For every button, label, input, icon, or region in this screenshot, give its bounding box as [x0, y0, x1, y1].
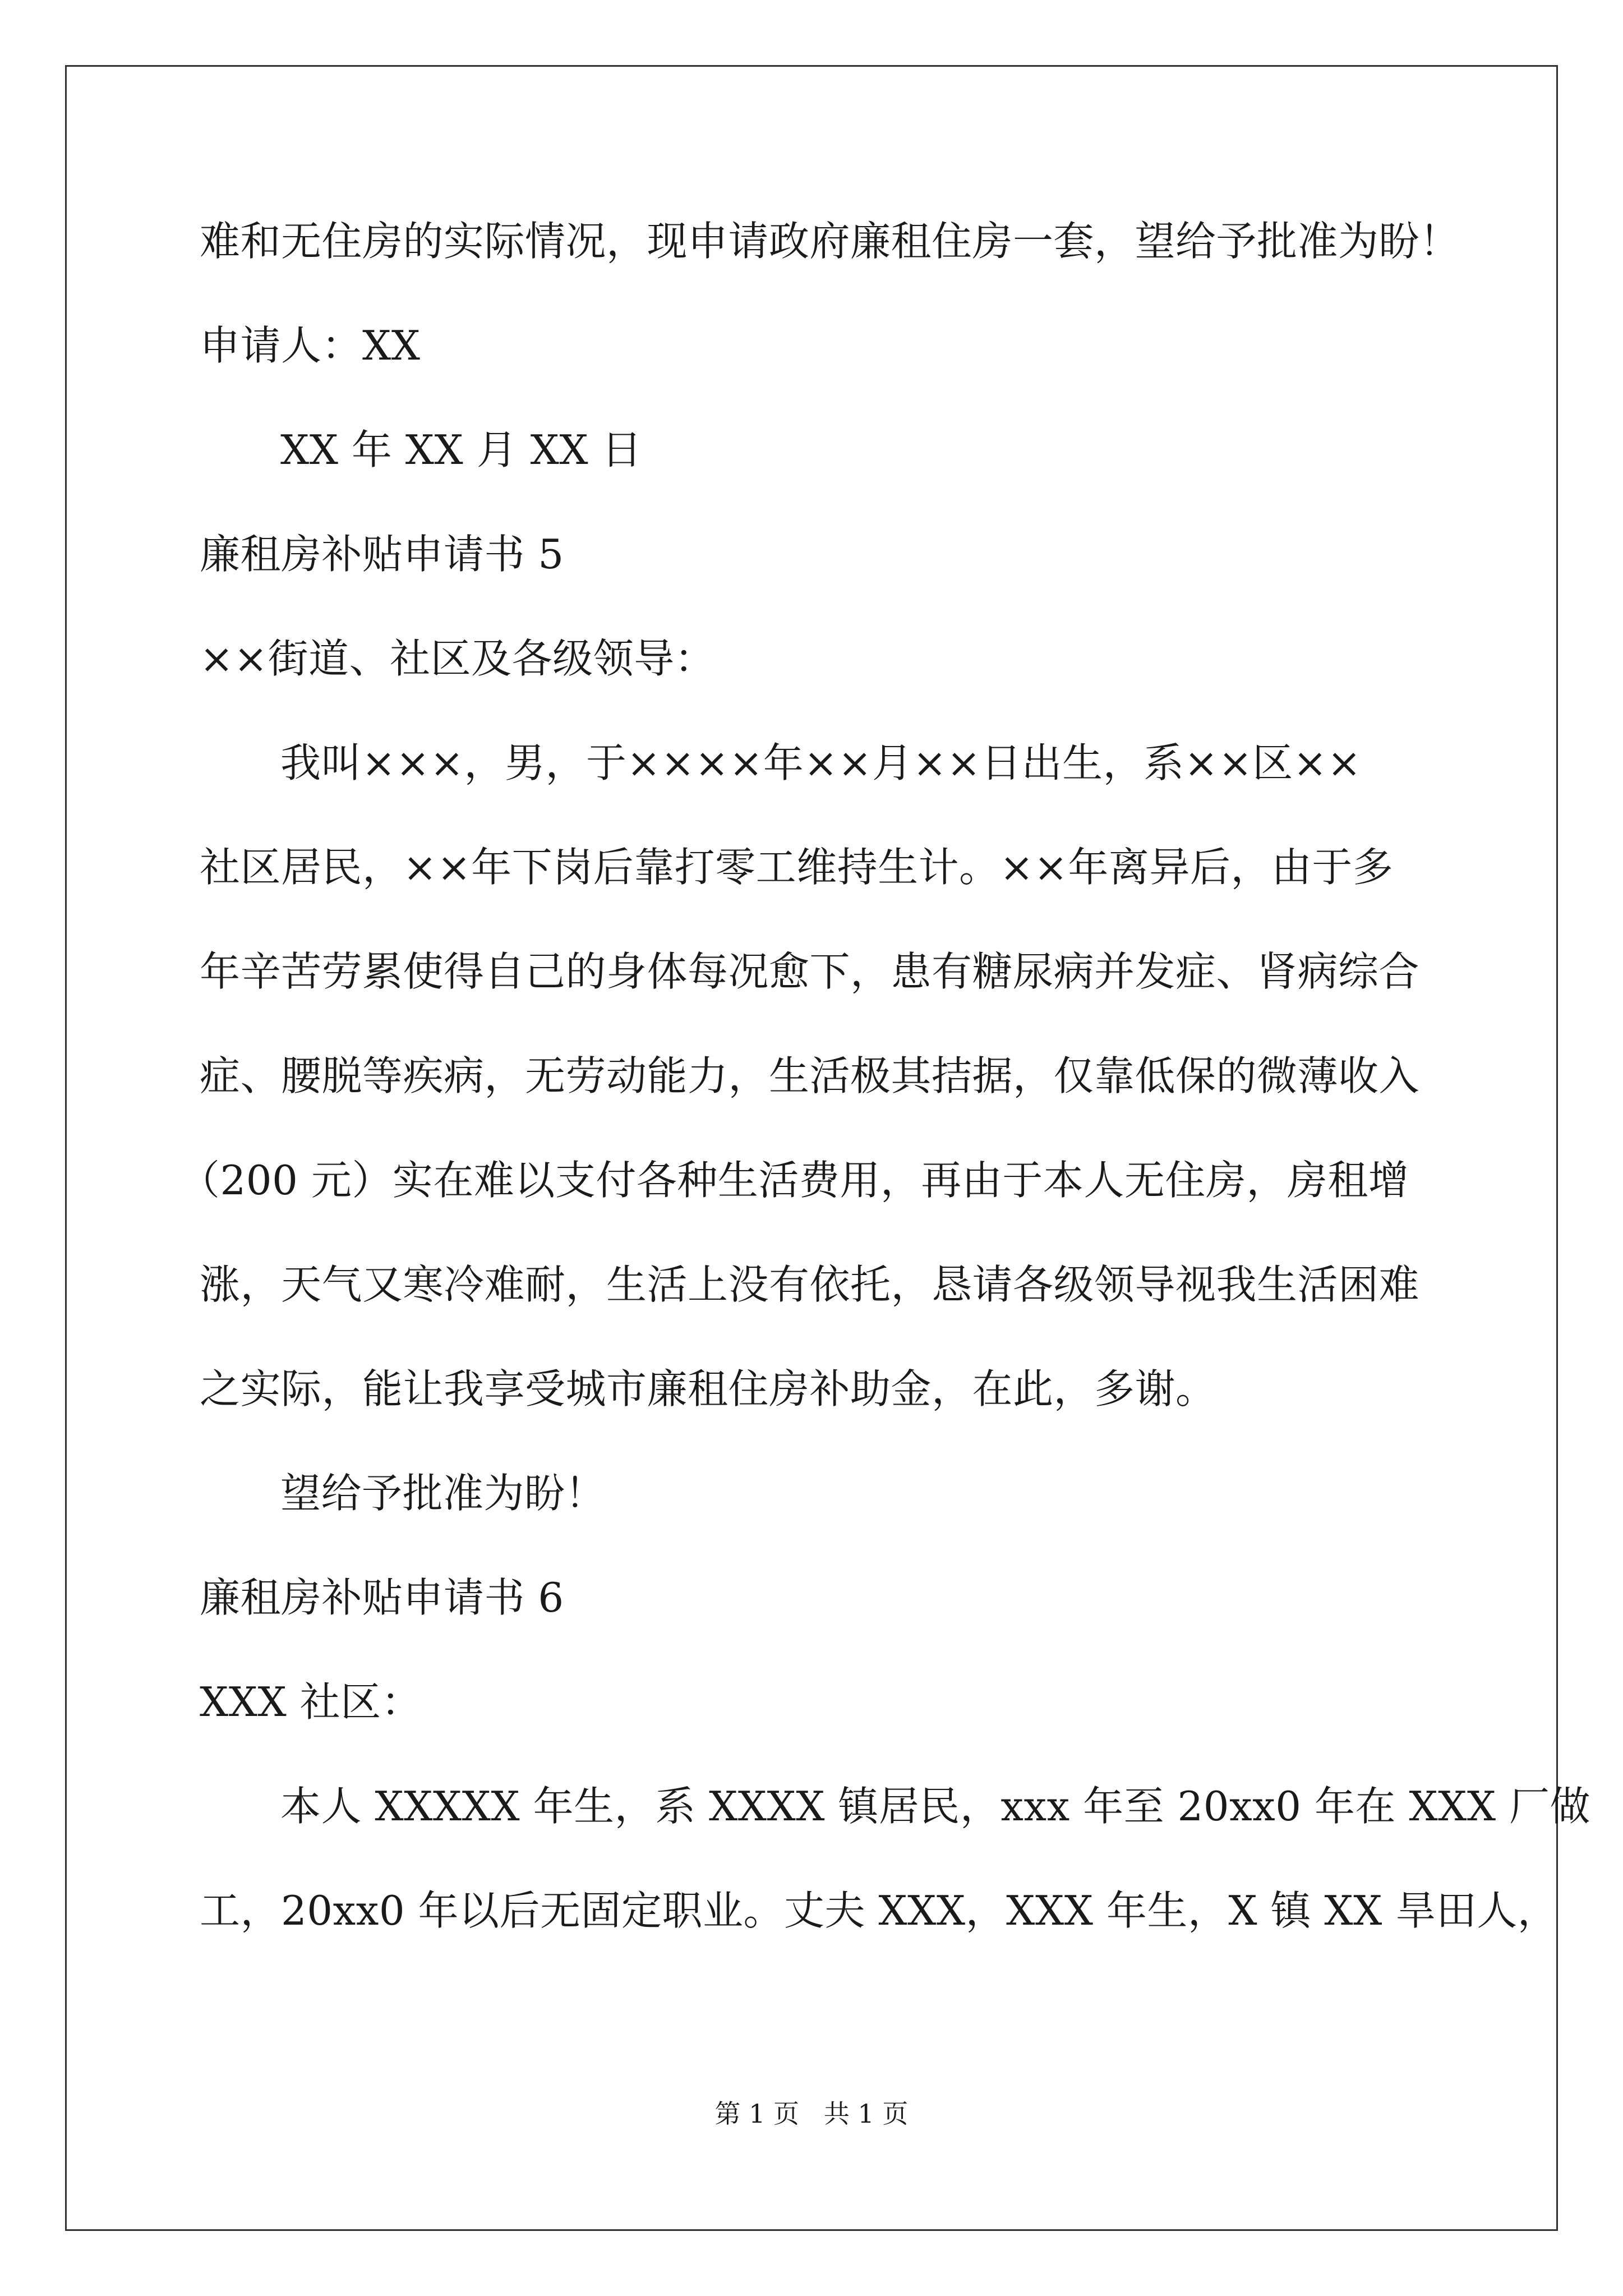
paragraph-line: 年辛苦劳累使得自己的身体每况愈下，患有糖尿病并发症、肾病综合 [200, 948, 1420, 995]
paragraph-line: 症、腰脱等疾病，无劳动能力，生活极其拮据，仅靠低保的微薄收入 [200, 1052, 1420, 1099]
section-heading-5: 廉租房补贴申请书 5 [200, 531, 564, 578]
salutation: ××街道、社区及各级领导： [200, 635, 716, 682]
page-footer: 第 1 页 共 1 页 [714, 2099, 909, 2129]
paragraph-line: 工，20xx0 年以后无固定职业。丈夫 XXX，XXX 年生，X 镇 XX 旱田人， [200, 1887, 1559, 1934]
section-heading-6: 廉租房补贴申请书 6 [200, 1574, 564, 1621]
paragraph-line: 社区居民，××年下岗后靠打零工维持生计。××年离异后，由于多 [200, 844, 1394, 891]
salutation: XXX 社区： [200, 1678, 422, 1726]
applicant-signature: 申请人：XX [200, 322, 421, 369]
paragraph-line: 我叫×××，男，于××××年××月××日出生，系××区×× [280, 739, 1362, 786]
paragraph-line: （200 元）实在难以支付各种生活费用，再由于本人无住房，房租增 [179, 1157, 1409, 1204]
paragraph-line: 本人 XXXXX 年生，系 XXXX 镇居民，xxx 年至 20xx0 年在 XXX 厂做 [280, 1783, 1591, 1830]
paragraph-line: 难和无住房的实际情况，现申请政府廉租住房一套，望给予批准为盼！ [200, 218, 1460, 265]
paragraph-line: 之实际，能让我享受城市廉租住房补助金，在此，多谢。 [200, 1365, 1216, 1412]
closing-line: 望给予批准为盼！ [280, 1470, 606, 1517]
paragraph-line: 涨，天气又寒冷难耐，生活上没有依托，恳请各级领导视我生活困难 [200, 1261, 1420, 1308]
signature-date: XX 年 XX 月 XX 日 [280, 426, 642, 473]
